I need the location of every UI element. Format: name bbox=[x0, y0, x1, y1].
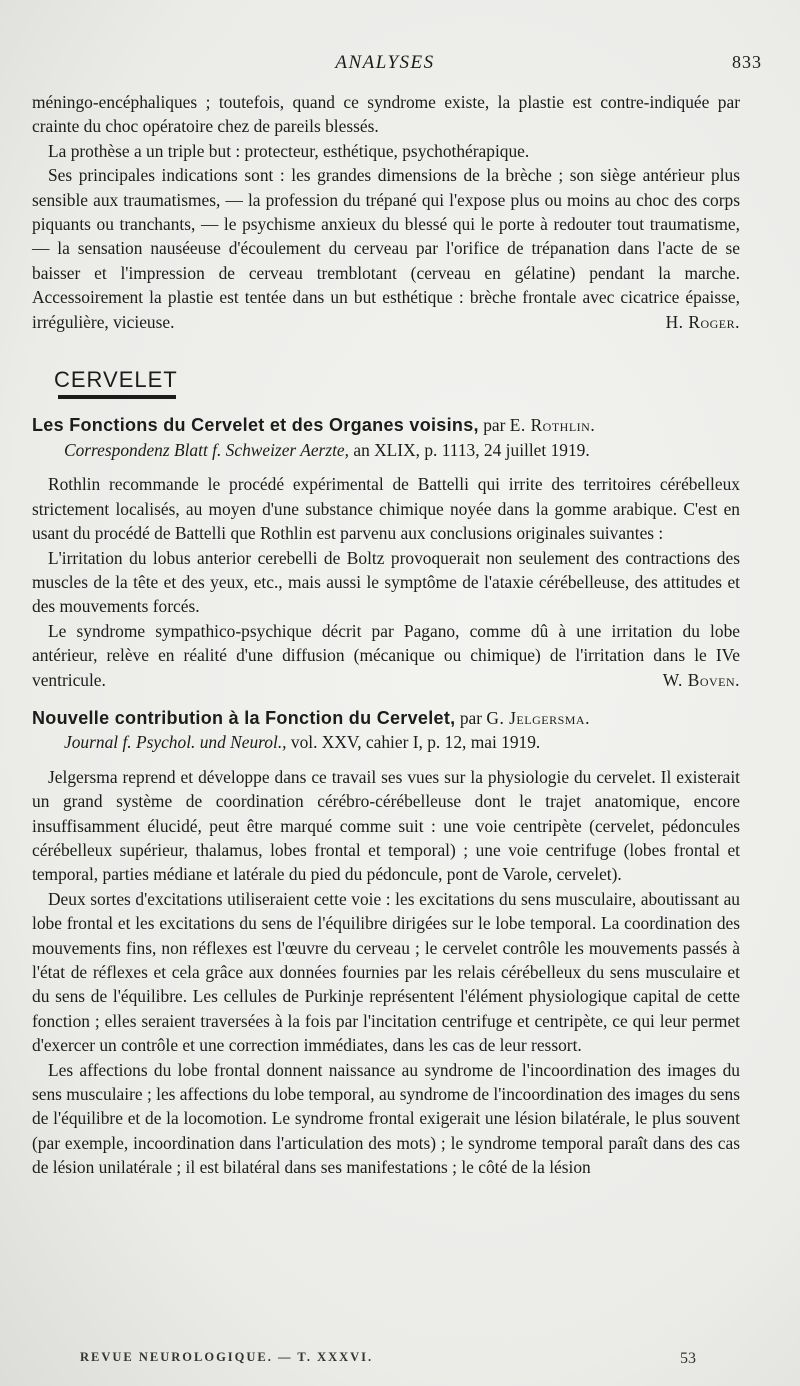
page-number: 833 bbox=[732, 52, 762, 72]
page-body bbox=[32, 90, 740, 1180]
article-source bbox=[32, 438, 740, 462]
article-title: Nouvelle contribution à la Fonction du Cervelet, bbox=[32, 707, 456, 728]
article-author: G. Jelgersma. bbox=[486, 707, 590, 728]
paragraph: Ses principales indications sont : les grandes dimensions de la brèche ; son siège antérieur plus sensible aux traumatismes, — la profession du trépané qui l'expose plus ou moins au choc des corps piquants ou tranchants, — le psychisme anxieux du blessé qui le porte à redouter tout traumatisme, — la sensation nauséeuse d'écoulement du cerveau par l'orifice de trépanation dans l'acte de se baisser et l'impression de cerveau tremblotant (cerveau en gélatine) pendant la marche. Accessoirement la plastie est tentée dans un but esthétique : brèche frontale avec cicatrice épaisse, irrégulière, vicieuse. bbox=[32, 165, 740, 332]
source-journal: Correspondenz Blatt f. Schweizer Aerzte, bbox=[64, 439, 349, 460]
spacer bbox=[32, 755, 740, 765]
continued-paragraph: méningo-encéphaliques ; toutefois, quand ce syndrome existe, la plastie est contre-indiquée par crainte du choc opératoire chez de pareils blessés. bbox=[32, 92, 740, 137]
spacer bbox=[32, 692, 740, 706]
footer-signature-mark: 53 bbox=[680, 1350, 696, 1367]
article-by: par bbox=[483, 415, 506, 436]
source-journal: Journal f. Psychol. und Neurol., bbox=[64, 732, 287, 753]
reviewer-signature: W. Boven. bbox=[662, 669, 740, 690]
section-heading-rule bbox=[58, 395, 176, 399]
spacer bbox=[32, 462, 740, 472]
paragraph: L'irritation du lobus anterior cerebelli de Boltz provoquerait non seulement des contractions des muscles de la tête et des yeux, etc., mais aussi le symptôme de l'ataxie cérébelleuse, des attitudes et des mouvements forcés. bbox=[32, 547, 740, 617]
source-details: vol. XXV, cahier I, p. 12, mai 1919. bbox=[290, 732, 541, 753]
article-title: Les Fonctions du Cervelet et des Organes voisins, bbox=[32, 415, 479, 436]
paragraph: Deux sortes d'excitations utiliseraient cette voie : les excitations du sens musculaire, aboutissant au lobe frontal et les excitations du sens de l'équilibre dirigées sur le lobe temporal. La coordination des mouvements fins, non réflexes est l'œuvre du cerveau ; le cervelet contrôle les mouvements passés à l'état de réflexes et cela grâce aux données fournies par les relais cérébelleux du sens musculaire et du sens de l'équilibre. Les cellules de Purkinje représentent l'élément physiologique capital de cette fonction ; elles seraient traversées à la fois par l'incitation centrifuge et centripète, ce qui leur permet d'exercer un contrôle et une correction immédiates, dans les cas de leur ressort. bbox=[32, 888, 740, 1056]
footer-journal: REVUE NEUROLOGIQUE. — T. XXXVI. bbox=[80, 1350, 374, 1364]
running-head bbox=[0, 52, 800, 76]
paragraph: Rothlin recommande le procédé expérimental de Battelli qui irrite des territoires cérébelleux strictement localisés, au moyen d'une substance chimique noyée dans la gomme arabique. C'est en usant du procédé de Battelli que Rothlin est parvenu aux conclusions originales suivantes : bbox=[32, 474, 740, 544]
paragraph: Le syndrome sympathico-psychique décrit par Pagano, comme dû à une irritation du lobe antérieur, relève en réalité d'une diffusion (mécanique ou chimique) de l'irritation dans le IVe ventricule. bbox=[32, 620, 740, 690]
article-author: E. Rothlin. bbox=[509, 415, 596, 436]
paragraph: La prothèse a un triple but : protecteur, esthétique, psychothérapique. bbox=[48, 140, 530, 161]
page-footer bbox=[0, 1350, 800, 1372]
article-source bbox=[32, 730, 740, 754]
paragraph: Les affections du lobe frontal donnent naissance au syndrome de l'incoordination des images du sens musculaire ; les affections du lobe temporal, au syndrome de l'incoordination des images du sens de l'équilibre et de la locomotion. Le syndrome frontal exigerait une lésion bilatérale, le plus souvent (par exemple, incoordination dans l'articulation des mots) ; le syndrome temporal paraît dans des cas de lésion unilatérale ; il est bilatéral dans ses manifestations ; le côté de la lésion bbox=[32, 1059, 740, 1178]
source-details: an XLIX, p. 1113, 24 juillet 1919. bbox=[353, 439, 590, 460]
section-heading: CERVELET bbox=[54, 367, 178, 393]
signature-line bbox=[32, 668, 740, 692]
article-by: par bbox=[459, 707, 483, 728]
article-heading bbox=[32, 413, 740, 437]
running-head-title: ANALYSES bbox=[335, 52, 435, 73]
article-heading bbox=[32, 706, 740, 730]
paragraph: Jelgersma reprend et développe dans ce travail ses vues sur la physiologie du cervelet. Il existerait un grand système de coordination cérébro-cérébelleuse dont le trajet anatomique, encore insuffisamment élucidé, peut être marqué comme suit : une voie centripète (cervelet, pédoncules cérébelleux supérieur, thalamus, lobes frontal et temporal) ; une voie centrifuge (lobes frontal et temporal, parties médiane et latérale du pied du pédoncule, pont de Varole, cervelet). bbox=[32, 766, 740, 885]
reviewer-signature: H. Roger. bbox=[665, 311, 740, 332]
